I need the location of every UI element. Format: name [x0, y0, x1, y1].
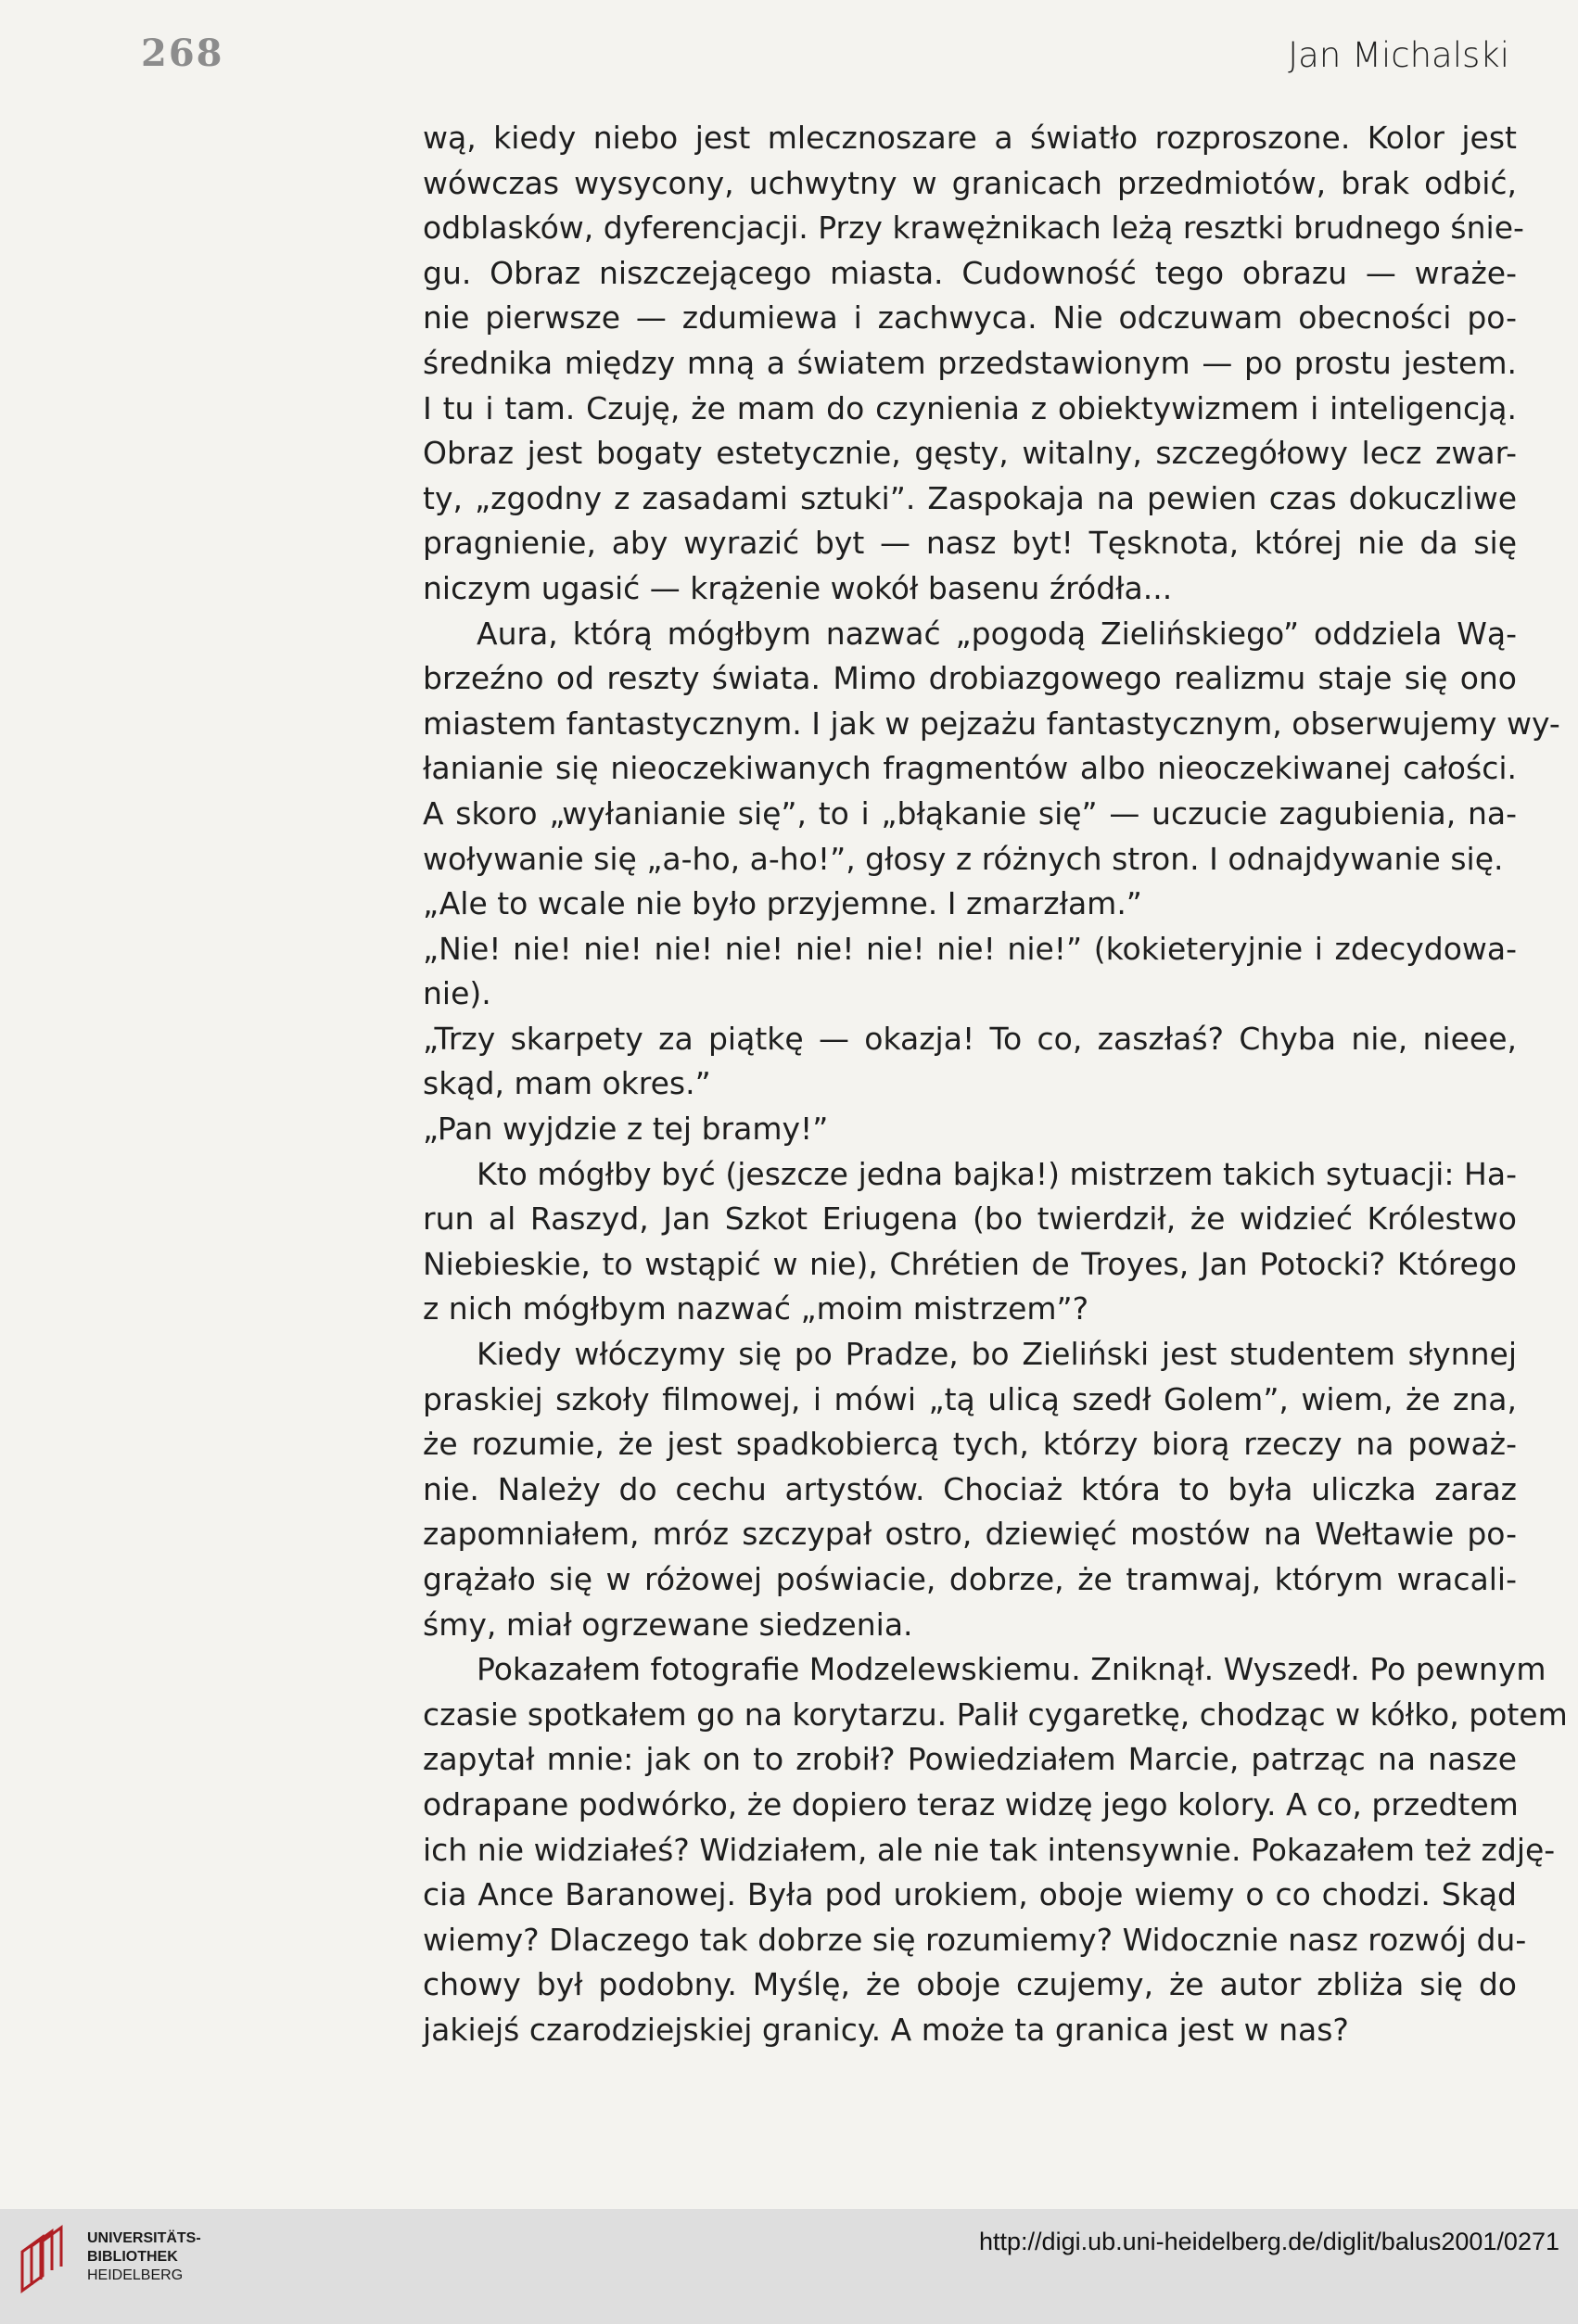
- text-line: grążało się w różowej poświacie, dobrze, że tramwaj, którym wracali-: [423, 1561, 1517, 1597]
- text-line: czasie spotkałem go na korytarzu. Palił cygaretkę, chodząc w kółko, potem: [423, 1695, 1568, 1733]
- library-name-line: HEIDELBERG: [87, 2267, 184, 2283]
- text-line: łanianie się nieoczekiwanych fragmentów albo nieoczekiwanej całości.: [423, 750, 1517, 787]
- text-line: średnika między mną a światem przedstawionym — po prostu jestem.: [423, 344, 1517, 381]
- text-line: woływanie się „a-ho, a-ho!”, głosy z różnych stron. I odnajdywanie się.: [423, 840, 1504, 877]
- text-line: chowy był podobny. Myślę, że oboje czujemy, że autor zbliża się do: [423, 1966, 1517, 2003]
- text-line: nie).: [423, 975, 491, 1012]
- text-line: niczym ugasić — krążenie wokół basenu źródła...: [423, 569, 1173, 606]
- text-line: z nich mógłbym nazwać „moim mistrzem”?: [423, 1290, 1089, 1327]
- running-head-author: Jan Michalski: [1288, 35, 1509, 75]
- page-number: 268: [141, 32, 224, 75]
- text-line: Aura, którą mógłbym nazwać „pogodą Zielińskiego” oddziela Wą-: [477, 615, 1517, 652]
- text-line: gu. Obraz niszczejącego miasta. Cudowność tego obrazu — wraże-: [423, 254, 1517, 291]
- body-text: [423, 116, 1568, 2053]
- text-line: „Pan wyjdzie z tej bramy!”: [423, 1111, 829, 1148]
- text-line: „Trzy skarpety za piątkę — okazja! To co, zaszłaś? Chyba nie, nieee,: [423, 1020, 1517, 1057]
- text-line: Pokazałem fotografie Modzelewskiemu. Zniknął. Wyszedł. Po pewnym: [477, 1651, 1546, 1688]
- text-line: wiemy? Dlaczego tak dobrze się rozumiemy? Widocznie nasz rozwój du-: [423, 1921, 1527, 1958]
- text-line: miastem fantastycznym. I jak w pejzażu fantastycznym, obserwujemy wy-: [423, 705, 1560, 742]
- text-line: zapomniałem, mróz szczypał ostro, dziewięć mostów na Wełtawie po-: [423, 1516, 1517, 1553]
- source-url-link[interactable]: http://digi.ub.uni-heidelberg.de/diglit/balus2001/0271: [979, 2228, 1559, 2255]
- text-line: I tu i tam. Czuję, że mam do czynienia z obiektywizmem i inteligencją.: [423, 389, 1517, 426]
- library-name-line: UNIVERSITÄTS-: [87, 2230, 201, 2246]
- text-line: odblasków, dyferencjacji. Przy krawężnikach leżą resztki brudnego śnie-: [423, 210, 1524, 247]
- text-line: ich nie widziałeś? Widziałem, ale nie tak intensywnie. Pokazałem też zdję-: [423, 1831, 1556, 1868]
- library-name: [87, 2229, 201, 2285]
- text-line: brzeźno od reszty świata. Mimo drobiazgowego realizmu staje się ono: [423, 660, 1517, 697]
- text-line: że rozumie, że jest spadkobiercą tych, którzy biorą rzeczy na poważ-: [423, 1426, 1517, 1463]
- text-line: „Ale to wcale nie było przyjemne. I zmarzłam.”: [423, 885, 1142, 922]
- text-line: zapytał mnie: jak on to zrobił? Powiedziałem Marcie, patrząc na nasze: [423, 1741, 1517, 1778]
- footer-bar: [0, 2209, 1578, 2324]
- text-line: odrapane podwórko, że dopiero teraz widzę jego kolory. A co, przedtem: [423, 1785, 1519, 1822]
- text-line: Niebieskie, to wstąpić w nie), Chrétien de Troyes, Jan Potocki? Którego: [423, 1245, 1517, 1282]
- library-name-line: BIBLIOTHEK: [87, 2249, 178, 2265]
- text-line: nie pierwsze — zdumiewa i zachwyca. Nie odczuwam obecności po-: [423, 299, 1517, 337]
- text-line: Obraz jest bogaty estetycznie, gęsty, witalny, szczegółowy lecz zwar-: [423, 435, 1517, 472]
- text-line: pragnienie, aby wyrazić byt — nasz byt! Tęsknota, której nie da się: [423, 525, 1517, 562]
- text-line: „Nie! nie! nie! nie! nie! nie! nie! nie! nie!” (kokieteryjnie i zdecydowa-: [423, 930, 1517, 967]
- text-line: skąd, mam okres.”: [423, 1065, 711, 1102]
- library-logo-icon: [15, 2224, 70, 2298]
- text-line: jakiejś czarodziejskiej granicy. A może ta granica jest w nas?: [423, 2011, 1349, 2048]
- text-line: śmy, miał ogrzewane siedzenia.: [423, 1606, 913, 1643]
- text-line: praskiej szkoły filmowej, i mówi „tą ulicą szedł Golem”, wiem, że zna,: [423, 1380, 1517, 1417]
- text-line: nie. Należy do cechu artystów. Chociaż która to była uliczka zaraz: [423, 1470, 1517, 1507]
- text-line: wą, kiedy niebo jest mlecznoszare a światło rozproszone. Kolor jest: [423, 120, 1517, 156]
- text-line: cia Ance Baranowej. Była pod urokiem, oboje wiemy o co chodzi. Skąd: [423, 1876, 1517, 1913]
- text-line: wówczas wysycony, uchwytny w granicach przedmiotów, brak odbić,: [423, 164, 1517, 201]
- text-line: Kiedy włóczymy się po Pradze, bo Zieliński jest studentem słynnej: [477, 1336, 1517, 1373]
- text-line: run al Raszyd, Jan Szkot Eriugena (bo twierdził, że widzieć Królestwo: [423, 1200, 1517, 1238]
- text-line: Kto mógłby być (jeszcze jedna bajka!) mistrzem takich sytuacji: Ha-: [477, 1155, 1517, 1192]
- text-line: ty, „zgodny z zasadami sztuki”. Zaspokaja na pewien czas dokuczliwe: [423, 479, 1517, 516]
- text-line: A skoro „wyłanianie się”, to i „błąkanie się” — uczucie zagubienia, na-: [423, 794, 1517, 832]
